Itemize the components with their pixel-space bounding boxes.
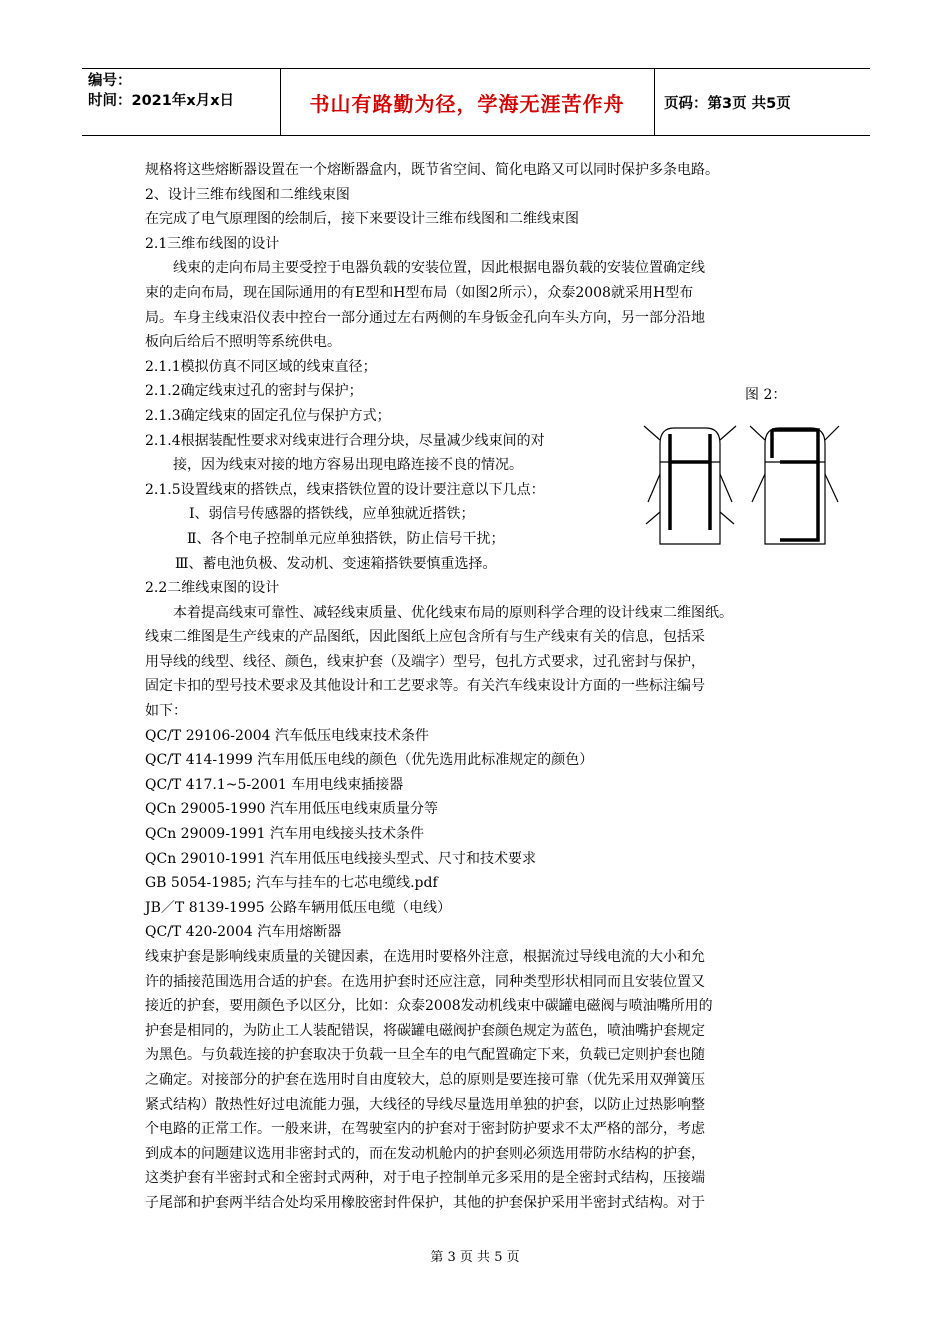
standard-reference: JB／T 8139-1995 公路车辆用低压电缆（电线） — [145, 899, 452, 916]
sub-list-item: Ⅰ、弱信号传感器的搭铁线，应单独就近搭铁； — [189, 506, 475, 523]
paragraph-line: 线束的走向布局主要受控于电器负载的安装位置，因此根据电器负载的安装位置确定线 — [173, 260, 705, 277]
paragraph-line: 局。车身主线束沿仪表中控台一部分通过左右两侧的车身钣金孔向车头方向，另一部分沿地 — [145, 309, 705, 326]
paragraph-line: 板向后给后不照明等系统供电。 — [145, 334, 341, 351]
section-heading: 2.2二维线束图的设计 — [145, 580, 280, 597]
header-meta — [88, 71, 278, 111]
paragraph-line: 到成本的问题建议选用非密封式的，而在发动机舱内的护套则必须选用带防水结构的护套， — [145, 1145, 705, 1162]
standard-reference: QC/T 29106-2004 汽车低压电线束技术条件 — [145, 727, 430, 744]
harness-e-layout — [772, 430, 818, 540]
section-heading: 2.1三维布线图的设计 — [145, 235, 280, 252]
paragraph-line: 紧式结构）散热性好过电流能力强，大线径的导线尽量选用单独的护套，以防止过热影响整 — [145, 1096, 705, 1113]
paragraph-line: 线束二维图是生产线束的产品图纸，因此图纸上应包含所有与生产线束有关的信息，包括采 — [145, 629, 705, 646]
paragraph-line: 固定卡扣的型号技术要求及其他设计和工艺要求等。有关汽车线束设计方面的一些标注编号 — [145, 678, 705, 695]
figure-label: 图 2： — [745, 387, 787, 403]
page-header — [82, 68, 870, 136]
standard-reference: QCn 29010-1991 汽车用低压电线接头型式、尺寸和技术要求 — [145, 850, 537, 867]
list-item: 2.1.5设置线束的搭铁点，线束搭铁位置的设计要注意以下几点： — [145, 481, 545, 498]
paragraph-line: 在完成了电气原理图的绘制后，接下来要设计三维布线图和二维线束图 — [145, 211, 579, 228]
paragraph-line: 许的插接范围选用合适的护套。在选用护套时还应注意，同种类型形状相同而且安装位置又 — [145, 973, 705, 990]
car-outline-left — [644, 426, 736, 544]
document-body — [145, 158, 815, 1216]
standard-reference: QC/T 417.1~5-2001 车用电线束插接器 — [145, 776, 404, 793]
standard-reference: GB 5054-1985; 汽车与挂车的七芯电缆线.pdf — [145, 875, 438, 892]
paragraph-line: 本着提高线束可靠性、减轻线束质量、优化线束布局的原则科学合理的设计线束二维图纸。 — [173, 604, 733, 621]
document-number-label: 编号： — [88, 73, 132, 89]
section-heading: 2、设计三维布线图和二维线束图 — [145, 186, 350, 203]
page-footer: 第 3 页 共 5 页 — [430, 1250, 520, 1265]
paragraph-line: 护套是相同的，为防止工人装配错误，将碳罐电磁阀护套颜色规定为蓝色，喷油嘴护套规定 — [145, 1022, 705, 1039]
paragraph-line: 之确定。对接部分的护套在选用时自由度较大，总的原则是要连接可靠（优先采用双弹簧压 — [145, 1071, 705, 1088]
harness-h-layout — [670, 434, 710, 530]
standard-reference: QC/T 414-1999 汽车用低压电线的颜色（优先选用此标准规定的颜色） — [145, 752, 594, 769]
list-item-continuation: 接，因为线束对接的地方容易出现电路连接不良的情况。 — [173, 457, 523, 474]
list-item: 2.1.3确定线束的固定孔位与保护方式； — [145, 407, 391, 424]
sub-list-item: Ⅲ、蓄电池负极、发动机、变速箱搭铁要慎重选择。 — [175, 555, 497, 572]
paragraph-line: 为黑色。与负载连接的护套取决于负载一旦全车的电气配置确定下来，负载已定则护套也随 — [145, 1047, 705, 1064]
wiring-layout-figure — [640, 412, 840, 562]
paragraph-line: 束的走向布局，现在国际通用的有E型和H型布局（如图2所示），众泰2008就采用H型布 — [145, 284, 694, 301]
document-date: 时间：2021年x月x日 — [88, 93, 235, 109]
standard-reference: QC/T 420-2004 汽车用熔断器 — [145, 924, 342, 941]
paragraph-line: 个电路的正常工作。一般来讲，在驾驶室内的护套对于密封防护要求不太严格的部分，考虑 — [145, 1121, 705, 1138]
list-item: 2.1.2确定线束过孔的密封与保护； — [145, 383, 363, 400]
paragraph-line: 如下： — [145, 703, 187, 720]
car-outline-right — [750, 426, 839, 544]
paragraph-line: 线束护套是影响线束质量的关键因素，在选用时要格外注意，根据流过导线电流的大小和允 — [145, 949, 705, 965]
sub-list-item: Ⅱ、各个电子控制单元应单独搭铁，防止信号干扰； — [187, 530, 505, 547]
paragraph-line: 规格将这些熔断器设置在一个熔断器盒内，既节省空间、简化电路又可以同时保护多条电路。 — [145, 162, 719, 178]
paragraph-line: 用导线的线型、线径、颜色，线束护套（及端字）型号，包扎方式要求，过孔密封与保护， — [145, 653, 705, 670]
paragraph-line: 子尾部和护套两半结合处均采用橡胶密封件保护，其他的护套保护采用半密封式结构。对于 — [145, 1194, 705, 1211]
standard-reference: QCn 29009-1991 汽车用电线接头技术条件 — [145, 826, 425, 843]
list-item: 2.1.1模拟仿真不同区域的线束直径； — [145, 358, 377, 375]
standard-reference: QCn 29005-1990 汽车用低压电线束质量分等 — [145, 801, 439, 818]
header-motto: 书山有路勤为径，学海无涯苦作舟 — [309, 91, 625, 116]
paragraph-line: 接近的护套，要用颜色予以区分，比如：众泰2008发动机线束中碳罐电磁阀与喷油嘴所用的 — [145, 998, 713, 1015]
header-divider — [654, 69, 655, 135]
paragraph-line: 这类护套有半密封式和全密封式两种，对于电子控制单元多采用的是全密封式结构，压接端 — [145, 1170, 705, 1187]
header-page-info: 页码：第3页 共5页 — [664, 95, 791, 112]
list-item: 2.1.4根据装配性要求对线束进行合理分块，尽量减少线束间的对 — [145, 432, 545, 449]
